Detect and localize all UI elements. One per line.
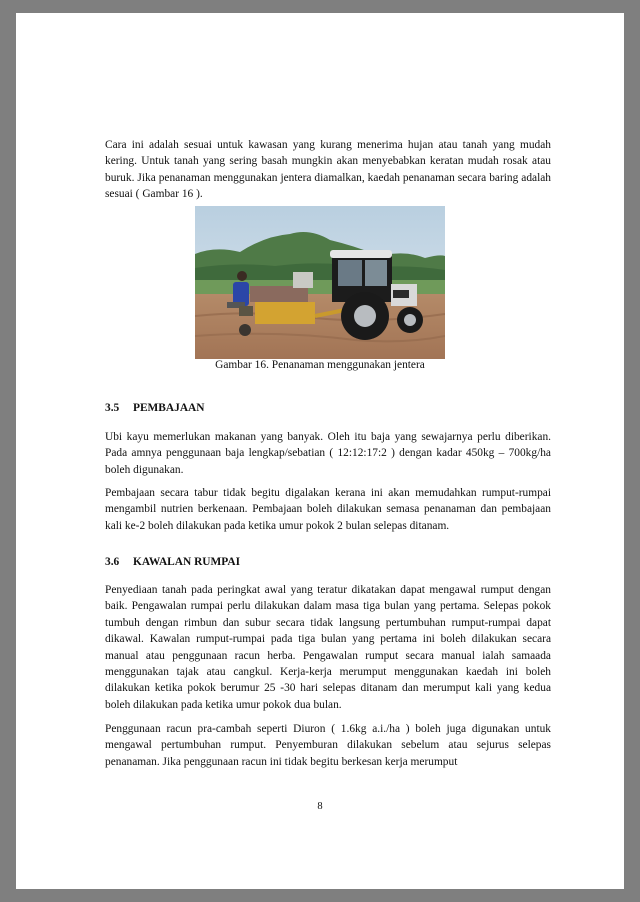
paragraph: Penggunaan racun pra-cambah seperti Diuron ( 1.6kg a.i./ha ) boleh juga digunakan untuk mengawal pertumbuhan rumput. Penyemburan dilakukan sebelum atau sejurus selepas penanaman. Jika penggunaan racun ini tidak begitu berkesan kerja merumput <box>105 723 551 768</box>
section-number: 3.6 <box>105 556 120 568</box>
section-number: 3.5 <box>105 402 120 414</box>
paragraph: Ubi kayu memerlukan makanan yang banyak. Oleh itu baja yang sewajarnya perlu diberikan. Pada amnya penggunaan baja lengkap/sebatian ( 12:12:17:2 ) dengan kadar 450kg – 700kg/ha boleh digunakan. <box>105 431 551 476</box>
section-heading-3-6 <box>105 556 240 568</box>
figure-16-photo <box>195 206 445 359</box>
section-title: KAWALAN RUMPAI <box>133 556 241 568</box>
tractor-planting-image <box>195 206 445 359</box>
document-page <box>16 13 624 889</box>
page-number: 8 <box>317 801 323 812</box>
section-heading-3-5 <box>105 402 205 414</box>
paragraph: Penyediaan tanah pada peringkat awal yang teratur dikatakan dapat mengawal rumput dengan baik. Pengawalan rumpai perlu dilakukan dalam masa tiga bulan yang pertama. Selepas pokok tumbuh dengan rimbun dan subur secara tidak langsung pertumbuhan rumput-rumpai dapat dikawal. Kawalan rumput-rumpai pada tiga bulan yang pertama ini boleh dilakukan secara manual atau penggunaan racun herba. Pengawalan rumput secara manual ialah samaada menggunakan tajak atau cangkul. Kerja-kerja merumput menggunakan kaedah ini boleh dilakukan ketika pokok berumur 25 -30 hari selepas ditanam dan merumput kali yang kedua boleh dilakukan pada ketika umur pokok dua bulan. <box>105 584 551 711</box>
figure-caption: Gambar 16. Penanaman menggunakan jentera <box>215 359 425 371</box>
section-title: PEMBAJAAN <box>133 402 205 414</box>
paragraph: Pembajaan secara tabur tidak begitu digalakan kerana ini akan memudahkan rumput-rumpai mengambil nutrien berkenaan. Pembajaan boleh dilakukan semasa penanaman dan pembajaan kali ke-2 boleh dilakukan pada ketika umur pokok 2 bulan selepas ditanam. <box>105 487 551 532</box>
intro-paragraph: Cara ini adalah sesuai untuk kawasan yang kurang menerima hujan atau tanah yang mudah kering. Untuk tanah yang sering basah mungkin akan menyebabkan keratan mudah rosak atau buruk. Jika penanaman menggunakan jentera diamalkan, kaedah penanaman secara baring adalah sesuai ( Gambar 16 ). <box>105 139 551 201</box>
